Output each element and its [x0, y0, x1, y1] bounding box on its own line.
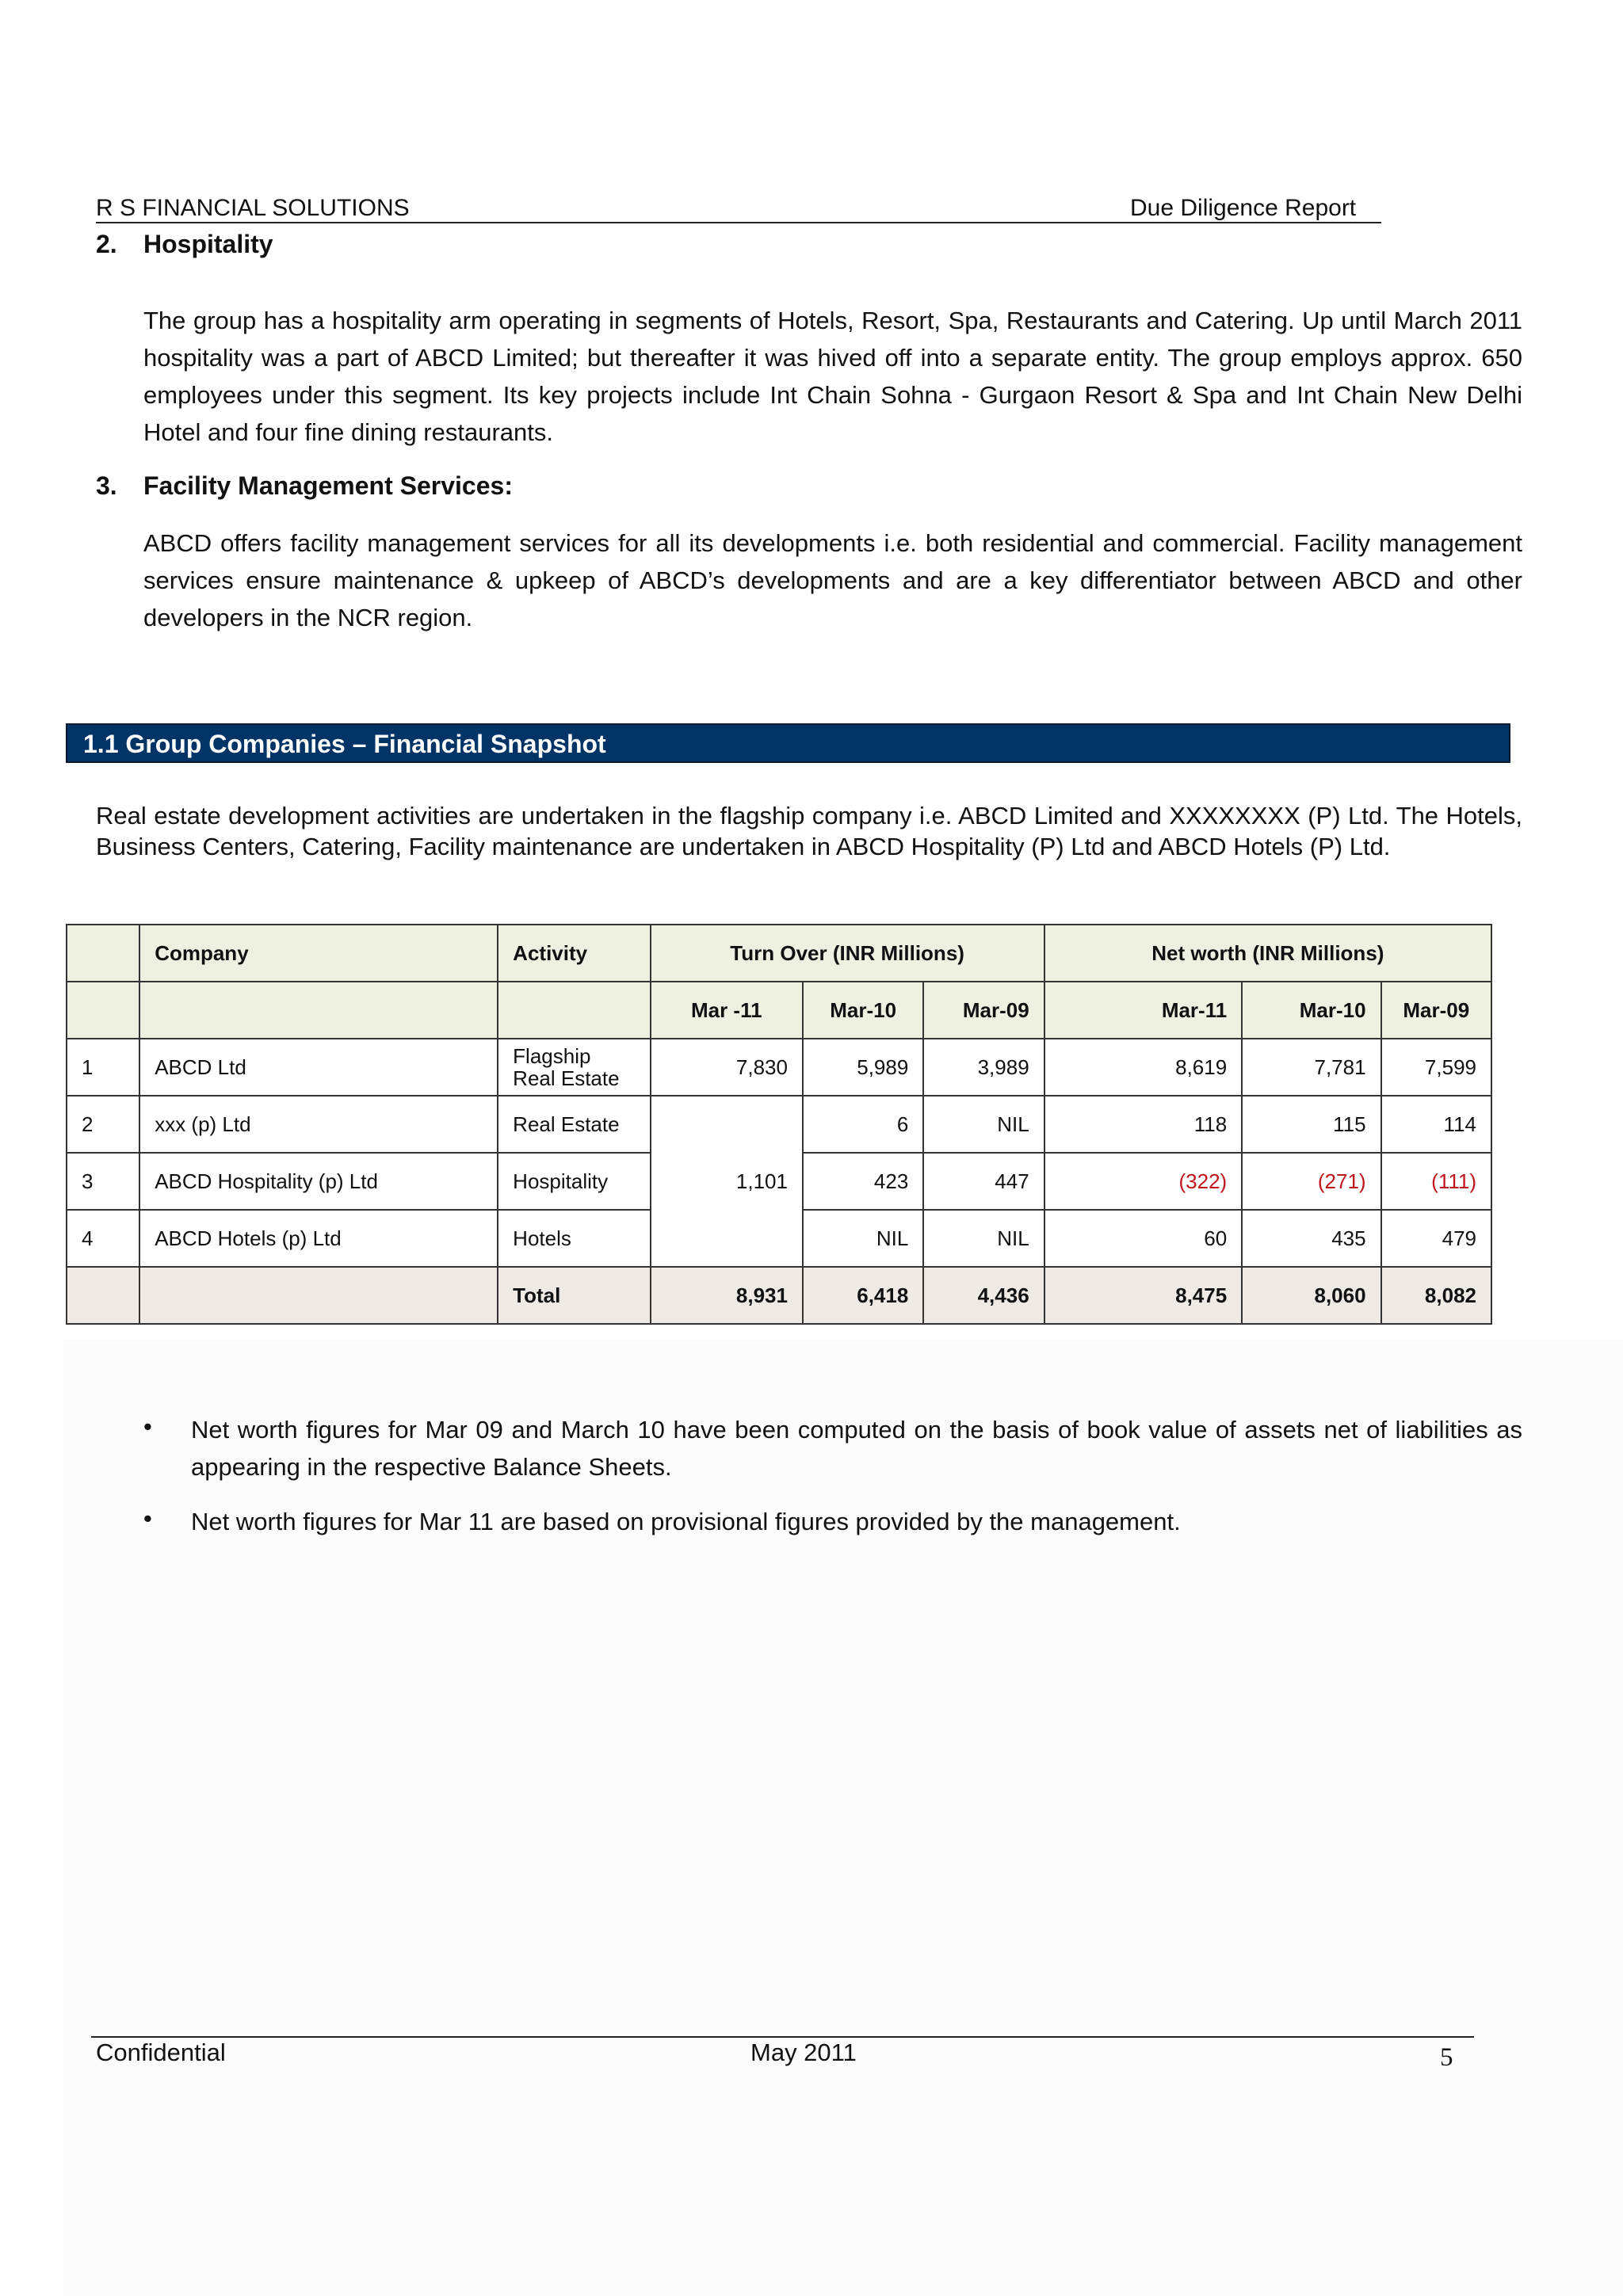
financial-snapshot-table — [66, 924, 1492, 1325]
section-banner — [66, 723, 1510, 763]
total-networth-mar09: 8,082 — [1381, 1267, 1491, 1324]
table-row — [67, 1039, 1491, 1096]
total-turnover-mar10: 6,418 — [803, 1267, 923, 1324]
row-number: 3 — [67, 1153, 139, 1210]
row-activity: Flagship Real Estate — [498, 1039, 650, 1096]
total-label: Total — [498, 1267, 650, 1324]
row-number: 2 — [67, 1096, 139, 1153]
table-subheader-row — [67, 982, 1491, 1039]
header-networth: Net worth (INR Millions) — [1044, 925, 1491, 982]
row-number: 1 — [67, 1039, 139, 1096]
subheader-networth-mar09: Mar-09 — [1381, 982, 1491, 1039]
row-company: ABCD Hospitality (p) Ltd — [139, 1153, 498, 1210]
row-networth-mar11: 118 — [1044, 1096, 1243, 1153]
bullet-marker: • — [143, 1505, 152, 1532]
row-activity: Hotels — [498, 1210, 650, 1267]
bullet-text: Net worth figures for Mar 09 and March 10 have been computed on the basis of book value of assets net of liabilities as appearing in the respective Balance Sheets. — [191, 1416, 1522, 1481]
subheader-turnover-mar10: Mar-10 — [803, 982, 923, 1039]
row-turnover-mar09: NIL — [923, 1096, 1044, 1153]
row-networth-mar10: 115 — [1242, 1096, 1381, 1153]
header-company: R S FINANCIAL SOLUTIONS — [96, 195, 410, 221]
row-networth-mar10-negative: (271) — [1242, 1153, 1381, 1210]
total-turnover-mar09: 4,436 — [923, 1267, 1044, 1324]
page-number: 5 — [1440, 2043, 1453, 2072]
row-turnover-mar09: 447 — [923, 1153, 1044, 1210]
bullet-text: Net worth figures for Mar 11 are based on provisional figures provided by the management. — [191, 1508, 1181, 1535]
header-company: Company — [139, 925, 498, 982]
row-networth-mar11-negative: (322) — [1044, 1153, 1243, 1210]
row-turnover-mar10: 423 — [803, 1153, 923, 1210]
section-3-number: 3. — [96, 471, 117, 500]
row-company: ABCD Ltd — [139, 1039, 498, 1096]
header-no-cell — [67, 925, 139, 982]
banner-title: 1.1 Group Companies – Financial Snapshot — [83, 730, 606, 758]
footer-rule — [91, 2036, 1474, 2038]
row-turnover-mar10: NIL — [803, 1210, 923, 1267]
section-2-number: 2. — [96, 230, 117, 258]
total-turnover-mar11: 8,931 — [651, 1267, 803, 1324]
section-2-text: The group has a hospitality arm operating in segments of Hotels, Resort, Spa, Restaurants and Catering. Up until March 2011 hospitality was a part of ABCD Limited; but thereafter it was hived off into a separate entity. The group employs approx. 650 employees under this segment. Its key projects include Int Chain Sohna - Gurgaon Resort & Spa and Int Chain New Delhi Hotel and four fine dining restaurants. — [143, 307, 1522, 446]
subheader-turnover-mar11: Mar -11 — [651, 982, 803, 1039]
intro-paragraph: Real estate development activities are undertaken in the flagship company i.e. ABCD Limited and XXXXXXXX (P) Ltd. The Hotels, Business Centers, Catering, Facility maintenance are undertaken in ABCD Hospitality (P) Ltd and ABCD Hotels (P) Ltd. — [96, 802, 1522, 860]
subheader-networth-mar10: Mar-10 — [1242, 982, 1381, 1039]
row-networth-mar10: 435 — [1242, 1210, 1381, 1267]
row-number: 4 — [67, 1210, 139, 1267]
header-report-title: Due Diligence Report — [1130, 195, 1357, 221]
subheader-empty — [67, 982, 139, 1039]
section-2-title: Hospitality — [143, 230, 273, 258]
subheader-empty — [139, 982, 498, 1039]
row-turnover-mar10: 5,989 — [803, 1039, 923, 1096]
subheader-turnover-mar09: Mar-09 — [923, 982, 1044, 1039]
row-turnover-mar09: NIL — [923, 1210, 1044, 1267]
total-empty — [139, 1267, 498, 1324]
section-3-title: Facility Management Services: — [143, 471, 513, 500]
row-networth-mar09: 479 — [1381, 1210, 1491, 1267]
table-total-row — [67, 1267, 1491, 1324]
header-turnover: Turn Over (INR Millions) — [651, 925, 1044, 982]
table-header-row — [67, 925, 1491, 982]
header-rule — [96, 222, 1381, 223]
header-activity: Activity — [498, 925, 650, 982]
section-3-text: ABCD offers facility management services for all its developments i.e. both residential and commercial. Facility management services ensure maintenance & upkeep of ABCD’s developments and are a key differentiator between ABCD and other developers in the NCR region. — [143, 529, 1522, 631]
bullet-marker: • — [143, 1413, 152, 1440]
subheader-networth-mar11: Mar-11 — [1044, 982, 1243, 1039]
subheader-empty — [498, 982, 650, 1039]
row-networth-mar09-negative: (111) — [1381, 1153, 1491, 1210]
row-company: ABCD Hotels (p) Ltd — [139, 1210, 498, 1267]
row-networth-mar09: 114 — [1381, 1096, 1491, 1153]
merged-turnover-mar11: 1,101 — [651, 1096, 803, 1267]
row-networth-mar10: 7,781 — [1242, 1039, 1381, 1096]
footer-date: May 2011 — [750, 2039, 857, 2066]
row-networth-mar11: 8,619 — [1044, 1039, 1243, 1096]
row-networth-mar09: 7,599 — [1381, 1039, 1491, 1096]
row-activity: Real Estate — [498, 1096, 650, 1153]
row-turnover-mar10: 6 — [803, 1096, 923, 1153]
row-company: xxx (p) Ltd — [139, 1096, 498, 1153]
row-turnover-mar09: 3,989 — [923, 1039, 1044, 1096]
row-turnover-mar11: 7,830 — [651, 1039, 803, 1096]
row-activity: Hospitality — [498, 1153, 650, 1210]
row-networth-mar11: 60 — [1044, 1210, 1243, 1267]
total-empty — [67, 1267, 139, 1324]
total-networth-mar10: 8,060 — [1242, 1267, 1381, 1324]
footer-confidential: Confidential — [96, 2039, 226, 2066]
table-row — [67, 1096, 1491, 1153]
total-networth-mar11: 8,475 — [1044, 1267, 1243, 1324]
